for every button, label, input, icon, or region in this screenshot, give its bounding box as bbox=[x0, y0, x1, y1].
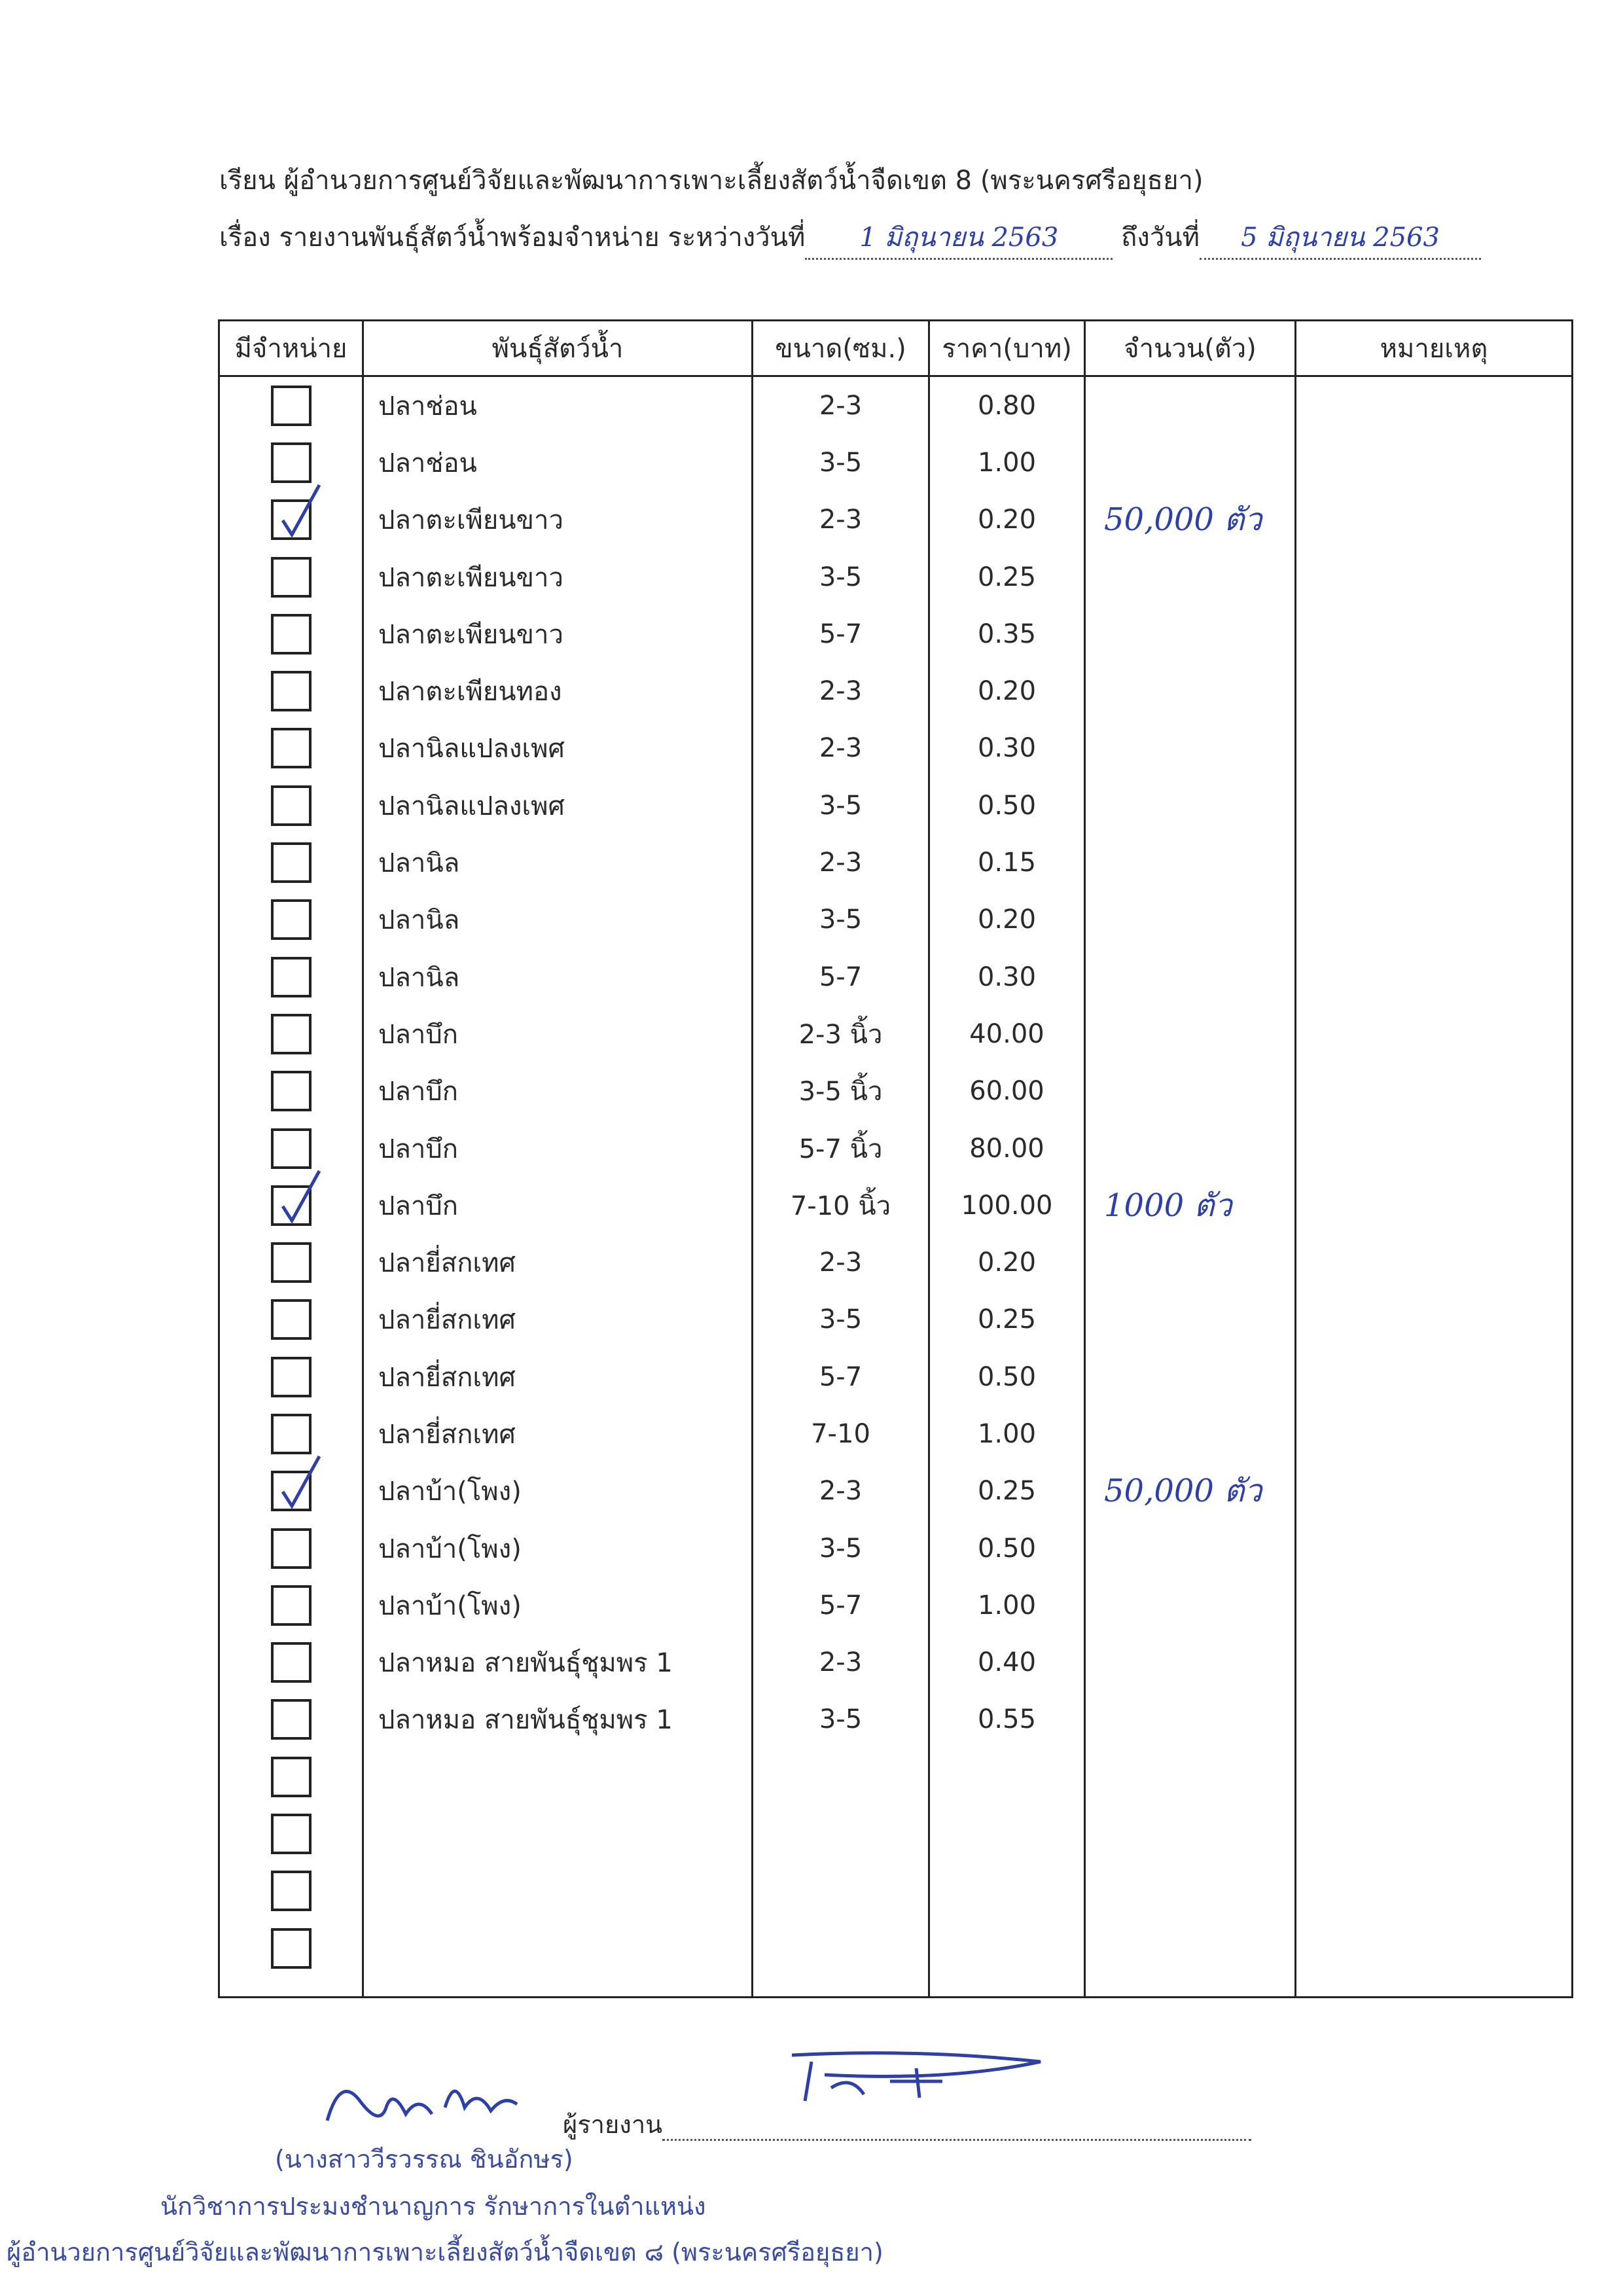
sale-checkbox-cell bbox=[219, 492, 363, 548]
checkbox[interactable] bbox=[271, 1071, 312, 1111]
note-cell bbox=[1296, 1577, 1573, 1634]
size-cell: 7-10 นิ้ว bbox=[753, 1177, 929, 1234]
checkbox[interactable] bbox=[271, 1928, 312, 1969]
checkbox[interactable] bbox=[271, 957, 312, 997]
table-row bbox=[219, 1120, 1573, 1177]
price-cell bbox=[929, 1805, 1085, 1862]
table-row bbox=[219, 1463, 1573, 1520]
note-cell bbox=[1296, 1634, 1573, 1691]
species-cell: ปลาช่อน bbox=[363, 434, 753, 491]
price-cell: 0.20 bbox=[929, 492, 1085, 548]
price-cell: 0.20 bbox=[929, 891, 1085, 948]
sale-checkbox-cell bbox=[219, 1348, 363, 1405]
species-cell: ปลาหมอ สายพันธุ์ชุมพร 1 bbox=[363, 1634, 753, 1691]
sale-checkbox-cell bbox=[219, 1748, 363, 1805]
sale-checkbox-cell bbox=[219, 834, 363, 891]
table-row bbox=[219, 1748, 1573, 1805]
species-cell: ปลาบึก bbox=[363, 1063, 753, 1120]
species-cell bbox=[363, 1805, 753, 1862]
sale-checkbox-cell bbox=[219, 1634, 363, 1691]
price-cell: 0.20 bbox=[929, 662, 1085, 719]
quantity-cell bbox=[1085, 948, 1296, 1005]
quantity-cell bbox=[1085, 1234, 1296, 1291]
table-row bbox=[219, 662, 1573, 719]
checkbox[interactable] bbox=[271, 1414, 312, 1454]
table-row bbox=[219, 1177, 1573, 1234]
species-cell: ปลาบึก bbox=[363, 1005, 753, 1062]
price-cell: 0.50 bbox=[929, 1348, 1085, 1405]
price-cell: 1.00 bbox=[929, 1405, 1085, 1462]
checkbox[interactable] bbox=[271, 1585, 312, 1626]
note-cell bbox=[1296, 548, 1573, 605]
species-cell: ปลาบึก bbox=[363, 1177, 753, 1234]
price-cell: 0.25 bbox=[929, 1291, 1085, 1348]
checkbox-checked[interactable] bbox=[271, 499, 312, 540]
table-row bbox=[219, 1920, 1573, 1977]
checkbox[interactable] bbox=[271, 1242, 312, 1283]
quantity-cell bbox=[1085, 1348, 1296, 1405]
note-cell bbox=[1296, 777, 1573, 834]
table-row bbox=[219, 1405, 1573, 1462]
size-cell bbox=[753, 1920, 929, 1977]
price-cell: 0.80 bbox=[929, 376, 1085, 435]
size-cell: 2-3 นิ้ว bbox=[753, 1005, 929, 1062]
table-row bbox=[219, 1291, 1573, 1348]
note-cell bbox=[1296, 1463, 1573, 1520]
checkbox[interactable] bbox=[271, 1528, 312, 1569]
sale-checkbox-cell bbox=[219, 891, 363, 948]
size-cell: 3-5 bbox=[753, 1520, 929, 1577]
quantity-cell bbox=[1085, 891, 1296, 948]
size-cell: 5-7 bbox=[753, 1577, 929, 1634]
note-cell bbox=[1296, 662, 1573, 719]
table-row bbox=[219, 948, 1573, 1005]
species-cell: ปลาบ้า(โพง) bbox=[363, 1463, 753, 1520]
note-cell bbox=[1296, 1063, 1573, 1120]
species-cell: ปลาหมอ สายพันธุ์ชุมพร 1 bbox=[363, 1691, 753, 1748]
subject-line bbox=[219, 216, 1481, 260]
table-row bbox=[219, 777, 1573, 834]
price-cell: 0.25 bbox=[929, 548, 1085, 605]
species-cell: ปลานิล bbox=[363, 834, 753, 891]
size-cell: 5-7 นิ้ว bbox=[753, 1120, 929, 1177]
stock-table bbox=[218, 319, 1573, 1998]
note-cell bbox=[1296, 1920, 1573, 1977]
size-cell: 2-3 bbox=[753, 1463, 929, 1520]
table-row bbox=[219, 1577, 1573, 1634]
species-cell: ปลานิล bbox=[363, 948, 753, 1005]
price-cell: 0.35 bbox=[929, 605, 1085, 662]
table-row bbox=[219, 1005, 1573, 1062]
table-row bbox=[219, 1063, 1573, 1120]
note-cell bbox=[1296, 1520, 1573, 1577]
table-row bbox=[219, 434, 1573, 491]
table-row bbox=[219, 1348, 1573, 1405]
size-cell: 2-3 bbox=[753, 834, 929, 891]
note-cell bbox=[1296, 1691, 1573, 1748]
quantity-cell bbox=[1085, 376, 1296, 435]
column-header: มีจำหน่าย bbox=[219, 321, 363, 376]
species-cell: ปลานิลแปลงเพศ bbox=[363, 720, 753, 777]
price-cell: 0.25 bbox=[929, 1463, 1085, 1520]
note-cell bbox=[1296, 1120, 1573, 1177]
sale-checkbox-cell bbox=[219, 548, 363, 605]
signatory-position: นักวิชาการประมงชำนาญการ รักษาการในตำแหน่ง bbox=[160, 2192, 706, 2221]
checkbox[interactable] bbox=[271, 1014, 312, 1054]
spacer-cell bbox=[1296, 1977, 1573, 1998]
sale-checkbox-cell bbox=[219, 1463, 363, 1520]
checkbox[interactable] bbox=[271, 614, 312, 655]
price-cell: 0.40 bbox=[929, 1634, 1085, 1691]
price-cell: 0.50 bbox=[929, 777, 1085, 834]
quantity-cell bbox=[1085, 434, 1296, 491]
note-cell bbox=[1296, 1863, 1573, 1920]
table-row bbox=[219, 1805, 1573, 1862]
checkbox[interactable] bbox=[271, 728, 312, 768]
sale-checkbox-cell bbox=[219, 662, 363, 719]
checkbox[interactable] bbox=[271, 1299, 312, 1340]
table-row bbox=[219, 492, 1573, 548]
end-date-prefix: ถึงวันที่ bbox=[1121, 223, 1200, 253]
checkbox-checked[interactable] bbox=[271, 1471, 312, 1511]
quantity-cell bbox=[1085, 1920, 1296, 1977]
checkbox[interactable] bbox=[271, 1128, 312, 1169]
sale-checkbox-cell bbox=[219, 1177, 363, 1234]
signatory-name: (นางสาววีรวรรณ ชินอักษร) bbox=[275, 2145, 573, 2174]
species-cell: ปลาตะเพียนขาว bbox=[363, 548, 753, 605]
species-cell: ปลายี่สกเทศ bbox=[363, 1405, 753, 1462]
quantity-cell bbox=[1085, 777, 1296, 834]
species-cell: ปลายี่สกเทศ bbox=[363, 1348, 753, 1405]
size-cell: 2-3 bbox=[753, 662, 929, 719]
price-cell: 40.00 bbox=[929, 1005, 1085, 1062]
note-cell bbox=[1296, 492, 1573, 548]
species-cell: ปลาตะเพียนทอง bbox=[363, 662, 753, 719]
size-cell: 2-3 bbox=[753, 1234, 929, 1291]
price-cell: 1.00 bbox=[929, 434, 1085, 491]
size-cell: 3-5 bbox=[753, 548, 929, 605]
price-cell: 100.00 bbox=[929, 1177, 1085, 1234]
reporter-signature bbox=[314, 2062, 537, 2147]
note-cell bbox=[1296, 434, 1573, 491]
quantity-cell bbox=[1085, 1634, 1296, 1691]
quantity-cell bbox=[1085, 1405, 1296, 1462]
addressee-line: เรียน ผู้อำนวยการศูนย์วิจัยและพัฒนาการเพาะเลี้ยงสัตว์น้ำจืดเขต 8 (พระนครศรีอยุธยา) bbox=[219, 166, 1204, 196]
note-cell bbox=[1296, 1805, 1573, 1862]
quantity-cell: 50,000 ตัว bbox=[1085, 1463, 1296, 1520]
sale-checkbox-cell bbox=[219, 376, 363, 435]
end-date: 5 มิถุนายน 2563 bbox=[1200, 216, 1481, 260]
checkbox[interactable] bbox=[271, 899, 312, 940]
quantity-cell bbox=[1085, 1805, 1296, 1862]
size-cell bbox=[753, 1748, 929, 1805]
checkbox[interactable] bbox=[271, 1814, 312, 1854]
checkbox[interactable] bbox=[271, 842, 312, 883]
size-cell bbox=[753, 1863, 929, 1920]
size-cell: 2-3 bbox=[753, 1634, 929, 1691]
quantity-cell bbox=[1085, 720, 1296, 777]
note-cell bbox=[1296, 891, 1573, 948]
spacer-cell bbox=[363, 1977, 753, 1998]
price-cell: 0.15 bbox=[929, 834, 1085, 891]
checkbox[interactable] bbox=[271, 1357, 312, 1397]
note-cell bbox=[1296, 605, 1573, 662]
quantity-cell bbox=[1085, 1005, 1296, 1062]
subject-prefix: เรื่อง รายงานพันธุ์สัตว์น้ำพร้อมจำหน่าย ระหว่างวันที่ bbox=[219, 223, 806, 253]
size-cell: 5-7 bbox=[753, 605, 929, 662]
start-date: 1 มิถุนายน 2563 bbox=[805, 216, 1113, 260]
size-cell: 3-5 นิ้ว bbox=[753, 1063, 929, 1120]
quantity-cell bbox=[1085, 1863, 1296, 1920]
column-header: ราคา(บาท) bbox=[929, 321, 1085, 376]
checkbox-checked[interactable] bbox=[271, 1185, 312, 1226]
price-cell: 0.55 bbox=[929, 1691, 1085, 1748]
spacer-cell bbox=[1085, 1977, 1296, 1998]
price-cell bbox=[929, 1748, 1085, 1805]
species-cell: ปลาบ้า(โพง) bbox=[363, 1577, 753, 1634]
sale-checkbox-cell bbox=[219, 1863, 363, 1920]
director-signature bbox=[785, 2042, 1060, 2114]
species-cell: ปลาบึก bbox=[363, 1120, 753, 1177]
note-cell bbox=[1296, 1405, 1573, 1462]
sale-checkbox-cell bbox=[219, 1805, 363, 1862]
quantity-cell bbox=[1085, 548, 1296, 605]
quantity-cell bbox=[1085, 605, 1296, 662]
quantity-cell: 1000 ตัว bbox=[1085, 1177, 1296, 1234]
sale-checkbox-cell bbox=[219, 1005, 363, 1062]
size-cell: 2-3 bbox=[753, 492, 929, 548]
quantity-cell bbox=[1085, 662, 1296, 719]
quantity-cell bbox=[1085, 1063, 1296, 1120]
species-cell: ปลายี่สกเทศ bbox=[363, 1234, 753, 1291]
checkbox[interactable] bbox=[271, 1699, 312, 1740]
table-row bbox=[219, 834, 1573, 891]
checkbox[interactable] bbox=[271, 557, 312, 598]
size-cell: 3-5 bbox=[753, 434, 929, 491]
checkmark-icon bbox=[277, 1454, 323, 1513]
sale-checkbox-cell bbox=[219, 1577, 363, 1634]
quantity-cell bbox=[1085, 1691, 1296, 1748]
table-row bbox=[219, 1691, 1573, 1748]
sale-checkbox-cell bbox=[219, 1691, 363, 1748]
spacer-cell bbox=[219, 1977, 363, 1998]
species-cell: ปลาตะเพียนขาว bbox=[363, 605, 753, 662]
size-cell: 3-5 bbox=[753, 891, 929, 948]
note-cell bbox=[1296, 1291, 1573, 1348]
table-bottom-spacer bbox=[219, 1977, 1573, 1998]
table-row bbox=[219, 376, 1573, 435]
checkbox[interactable] bbox=[271, 785, 312, 826]
size-cell: 3-5 bbox=[753, 1691, 929, 1748]
size-cell: 5-7 bbox=[753, 1348, 929, 1405]
checkbox[interactable] bbox=[271, 1642, 312, 1683]
table-row bbox=[219, 1520, 1573, 1577]
table-body bbox=[219, 376, 1573, 1998]
checkbox[interactable] bbox=[271, 442, 312, 483]
quantity-cell bbox=[1085, 1520, 1296, 1577]
quantity-cell bbox=[1085, 1291, 1296, 1348]
note-cell bbox=[1296, 1348, 1573, 1405]
quantity-cell: 50,000 ตัว bbox=[1085, 492, 1296, 548]
price-cell: 0.20 bbox=[929, 1234, 1085, 1291]
quantity-cell bbox=[1085, 834, 1296, 891]
size-cell: 3-5 bbox=[753, 777, 929, 834]
column-header: ขนาด(ซม.) bbox=[753, 321, 929, 376]
checkbox[interactable] bbox=[271, 1871, 312, 1911]
price-cell: 0.50 bbox=[929, 1520, 1085, 1577]
checkmark-icon bbox=[277, 1168, 323, 1227]
sale-checkbox-cell bbox=[219, 1234, 363, 1291]
species-cell: ปลาบ้า(โพง) bbox=[363, 1520, 753, 1577]
table-row bbox=[219, 548, 1573, 605]
reporter-label: ผู้รายงาน bbox=[563, 2110, 663, 2139]
sale-checkbox-cell bbox=[219, 1920, 363, 1977]
table-row bbox=[219, 605, 1573, 662]
quantity-cell bbox=[1085, 1748, 1296, 1805]
signatory-organization: ผู้อำนวยการศูนย์วิจัยและพัฒนาการเพาะเลี้ยงสัตว์น้ำจืดเขต ๘ (พระนครศรีอยุธยา) bbox=[7, 2238, 883, 2267]
quantity-cell bbox=[1085, 1577, 1296, 1634]
spacer-cell bbox=[753, 1977, 929, 1998]
species-cell bbox=[363, 1748, 753, 1805]
sale-checkbox-cell bbox=[219, 1063, 363, 1120]
stock-table-wrapper bbox=[218, 319, 1571, 1998]
sale-checkbox-cell bbox=[219, 948, 363, 1005]
sale-checkbox-cell bbox=[219, 605, 363, 662]
species-cell: ปลายี่สกเทศ bbox=[363, 1291, 753, 1348]
species-cell bbox=[363, 1920, 753, 1977]
size-cell: 5-7 bbox=[753, 948, 929, 1005]
table-row bbox=[219, 891, 1573, 948]
reporter-line bbox=[563, 2104, 1251, 2144]
sale-checkbox-cell bbox=[219, 1520, 363, 1577]
table-header-row bbox=[219, 321, 1573, 376]
quantity-cell bbox=[1085, 1120, 1296, 1177]
checkbox[interactable] bbox=[271, 1757, 312, 1797]
table-row bbox=[219, 720, 1573, 777]
price-cell: 0.30 bbox=[929, 720, 1085, 777]
note-cell bbox=[1296, 720, 1573, 777]
sale-checkbox-cell bbox=[219, 777, 363, 834]
note-cell bbox=[1296, 834, 1573, 891]
table-row bbox=[219, 1234, 1573, 1291]
price-cell: 0.30 bbox=[929, 948, 1085, 1005]
column-header: จำนวน(ตัว) bbox=[1085, 321, 1296, 376]
spacer-cell bbox=[929, 1977, 1085, 1998]
note-cell bbox=[1296, 1748, 1573, 1805]
checkmark-icon bbox=[277, 482, 323, 541]
species-cell: ปลานิล bbox=[363, 891, 753, 948]
size-cell bbox=[753, 1805, 929, 1862]
note-cell bbox=[1296, 1177, 1573, 1234]
price-cell: 1.00 bbox=[929, 1577, 1085, 1634]
size-cell: 7-10 bbox=[753, 1405, 929, 1462]
size-cell: 2-3 bbox=[753, 376, 929, 435]
species-cell: ปลาตะเพียนขาว bbox=[363, 492, 753, 548]
table-row bbox=[219, 1634, 1573, 1691]
column-header: พันธุ์สัตว์น้ำ bbox=[363, 321, 753, 376]
note-cell bbox=[1296, 1005, 1573, 1062]
species-cell: ปลานิลแปลงเพศ bbox=[363, 777, 753, 834]
sale-checkbox-cell bbox=[219, 1291, 363, 1348]
size-cell: 2-3 bbox=[753, 720, 929, 777]
species-cell: ปลาช่อน bbox=[363, 376, 753, 435]
sale-checkbox-cell bbox=[219, 720, 363, 777]
size-cell: 3-5 bbox=[753, 1291, 929, 1348]
note-cell bbox=[1296, 376, 1573, 435]
column-header: หมายเหตุ bbox=[1296, 321, 1573, 376]
note-cell bbox=[1296, 948, 1573, 1005]
note-cell bbox=[1296, 1234, 1573, 1291]
table-row bbox=[219, 1863, 1573, 1920]
species-cell bbox=[363, 1863, 753, 1920]
price-cell bbox=[929, 1920, 1085, 1977]
price-cell: 80.00 bbox=[929, 1120, 1085, 1177]
price-cell bbox=[929, 1863, 1085, 1920]
checkbox[interactable] bbox=[271, 386, 312, 426]
checkbox[interactable] bbox=[271, 671, 312, 711]
price-cell: 60.00 bbox=[929, 1063, 1085, 1120]
